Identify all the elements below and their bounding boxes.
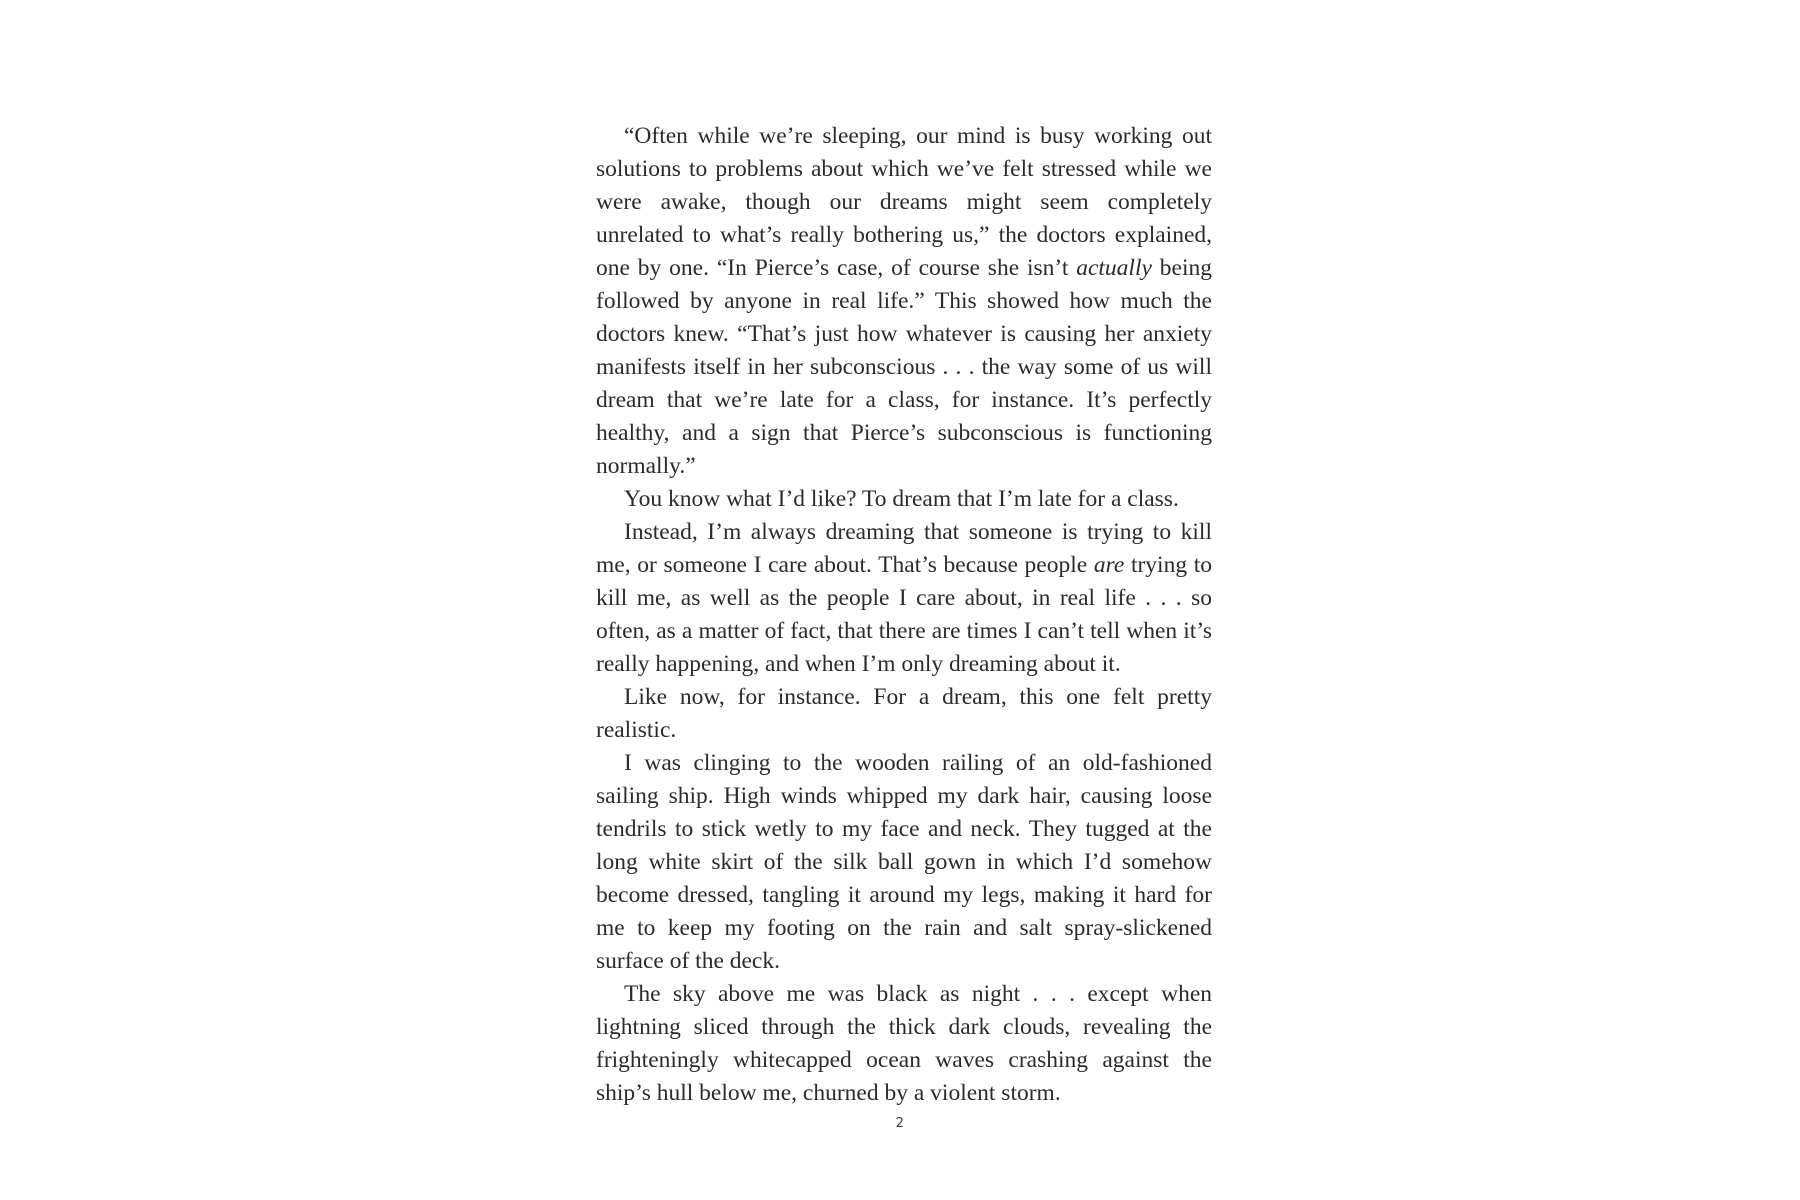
italic-text: actually: [1076, 255, 1152, 281]
paragraph-5: [596, 747, 1212, 978]
paragraph-4: [596, 681, 1212, 747]
text-run: I was clinging to the wooden railing of an old-fashioned sailing ship. High winds whipped my dark hair, causing loose tendrils to stick wetly to my face and neck. They tugged at the long white skirt of the silk ball gown in which I’d somehow become dressed, tangling it around my legs, making it hard for me to keep my footing on the rain and salt spray-slickened surface of the deck.: [596, 750, 1212, 974]
paragraph-6: [596, 978, 1212, 1110]
paragraph-3: [596, 516, 1212, 681]
paragraph-1: [596, 120, 1212, 483]
body-text: [596, 120, 1212, 1110]
text-run: “Often while we’re sleeping, our mind is busy working out solutions to problems about which we’ve felt stressed while we were awake, though our dreams might seem completely unrelated to what’s really bothering us,” the doctors explained, one by one. “In Pierce’s case, of course she isn’t: [596, 123, 1212, 281]
paragraph-2: [596, 483, 1212, 516]
text-run: The sky above me was black as night . . . except when lightning sliced through the thick dark clouds, revealing the frighteningly whitecapped ocean waves crashing against the ship’s hull below me, churned by a violent storm.: [596, 981, 1212, 1106]
text-run: Like now, for instance. For a dream, this one felt pretty realistic.: [596, 684, 1212, 743]
text-run: Instead, I’m always dreaming that someone is trying to kill me, or someone I care about. That’s because people: [596, 519, 1212, 578]
italic-text: are: [1093, 552, 1125, 578]
text-run: You know what I’d like? To dream that I’m late for a class.: [624, 486, 1179, 512]
text-run: trying to kill me, as well as the people I care about, in real life . . . so often, as a matter of fact, that there are times I can’t tell when it’s really happening, and when I’m only dreaming about it.: [596, 552, 1212, 677]
text-run: being followed by anyone in real life.” This showed how much the doctors knew. “That’s just how whatever is causing her anxiety manifests itself in her subconscious . . . the way some of us will dream that we’re late for a class, for instance. It’s perfectly healthy, and a sign that Pierce’s subconscious is functioning normally.”: [596, 255, 1212, 479]
page-number: 2: [895, 1116, 905, 1131]
